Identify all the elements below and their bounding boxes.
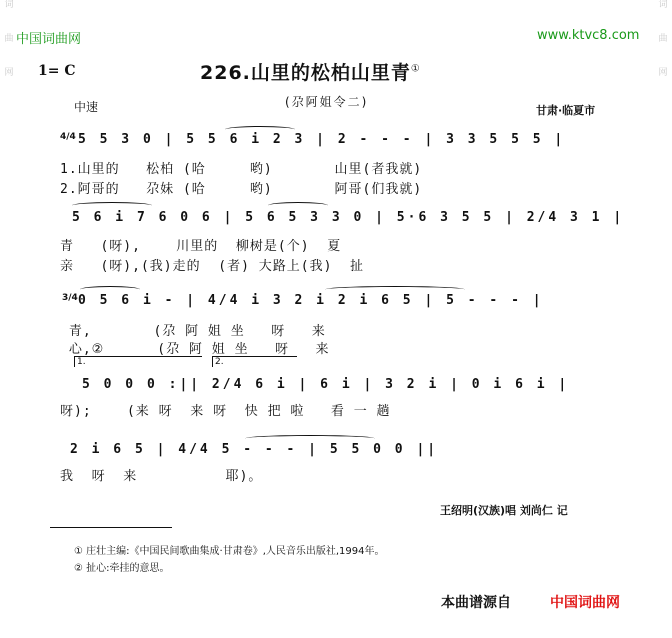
time-signature-line3: 3/4 — [62, 293, 78, 303]
lyrics-line1-verse1: 1.山里的 松柏 (哈 哟) 山里(者我就) — [60, 162, 423, 177]
song-subtitle: (尕阿姐令二) — [285, 95, 369, 109]
lyrics-line2-verse1: 青 (呀), 川里的 柳树是(个) 夏 — [60, 239, 342, 254]
key-signature: 1= C — [38, 63, 76, 79]
lyrics-line3-verse2: 心,② (尕 阿 姐 坐 呀 来 — [60, 342, 330, 357]
notes-line-3: 0 5 6 i - | 4/4 i 3 2 i 2 i 6 5 | 5 - - - | — [78, 293, 544, 308]
lyrics-line2-verse2: 亲 (呀),(我)走的 (者) 大路上(我) 扯 — [60, 259, 365, 274]
score-line-3 — [60, 293, 620, 315]
volta-first-ending: 1. — [74, 356, 202, 367]
score-line-5 — [60, 442, 620, 464]
performer-credit: 王绍明(汉族)唱 刘尚仁 记 — [440, 504, 568, 517]
lyrics-line5: 我 呀 来 耶)。 — [60, 469, 263, 484]
volta-second-ending: 2. — [212, 356, 297, 367]
score-line-1 — [60, 132, 620, 154]
tempo-marking: 中速 — [74, 100, 99, 114]
footnote-1: ① 庄壮主编:《中国民间歌曲集成·甘肃卷》,人民音乐出版社,1994年。 — [74, 546, 385, 557]
lyrics-line1-verse2: 2.阿哥的 尕妹 (哈 哟) 阿哥(们我就) — [60, 182, 423, 197]
source-prefix: 本曲谱源自 — [441, 595, 511, 611]
notes-line-5: 2 i 6 5 | 4/4 5 - - - | 5 5 0 0 || — [70, 442, 439, 457]
site-name-left[interactable]: 中国词曲网 — [16, 32, 82, 47]
watermark-right: 词 曲 网 — [658, 0, 668, 78]
source-site-link[interactable]: 中国词曲网 — [550, 595, 620, 611]
site-url-right[interactable]: www.ktvc8.com — [537, 28, 640, 43]
song-region: 甘肃·临夏市 — [536, 104, 596, 117]
slur — [325, 286, 465, 293]
score-line-4 — [60, 377, 620, 399]
song-title: 226.山里的松柏山里青① — [200, 62, 421, 84]
notes-line-4: 5 0 0 0 :|| 2/4 6 i | 6 i | 3 2 i | 0 i 6 i | — [82, 377, 570, 392]
time-signature-line1: 4/4 — [60, 132, 76, 142]
footnote-2: ② 扯心:牵挂的意思。 — [74, 563, 170, 574]
footnote-mark: ① — [410, 63, 421, 75]
notes-line-1: 5 5 3 0 | 5 5 6 i 2 3 | 2 - - - | 3 3 5 5 5 | — [78, 132, 566, 147]
lyrics-line3-verse1: 青, (尕 阿 姐 坐 呀 来 — [60, 324, 326, 339]
watermark-left: 词 曲 网 — [4, 0, 14, 78]
footnote-divider — [50, 527, 172, 528]
score-line-2 — [60, 210, 625, 232]
slur — [80, 286, 140, 293]
slur — [245, 435, 375, 442]
slur — [268, 202, 328, 209]
slur — [72, 202, 152, 209]
notes-line-2: 5 6 i 7 6 0 6 | 5 6 5 3 3 0 | 5·6 3 5 5 | 2/4 3 1 | — [72, 210, 625, 225]
lyrics-line4: 呀); (来 呀 来 呀 快 把 啦 看 一 趟 — [60, 404, 391, 419]
slur — [225, 126, 295, 133]
